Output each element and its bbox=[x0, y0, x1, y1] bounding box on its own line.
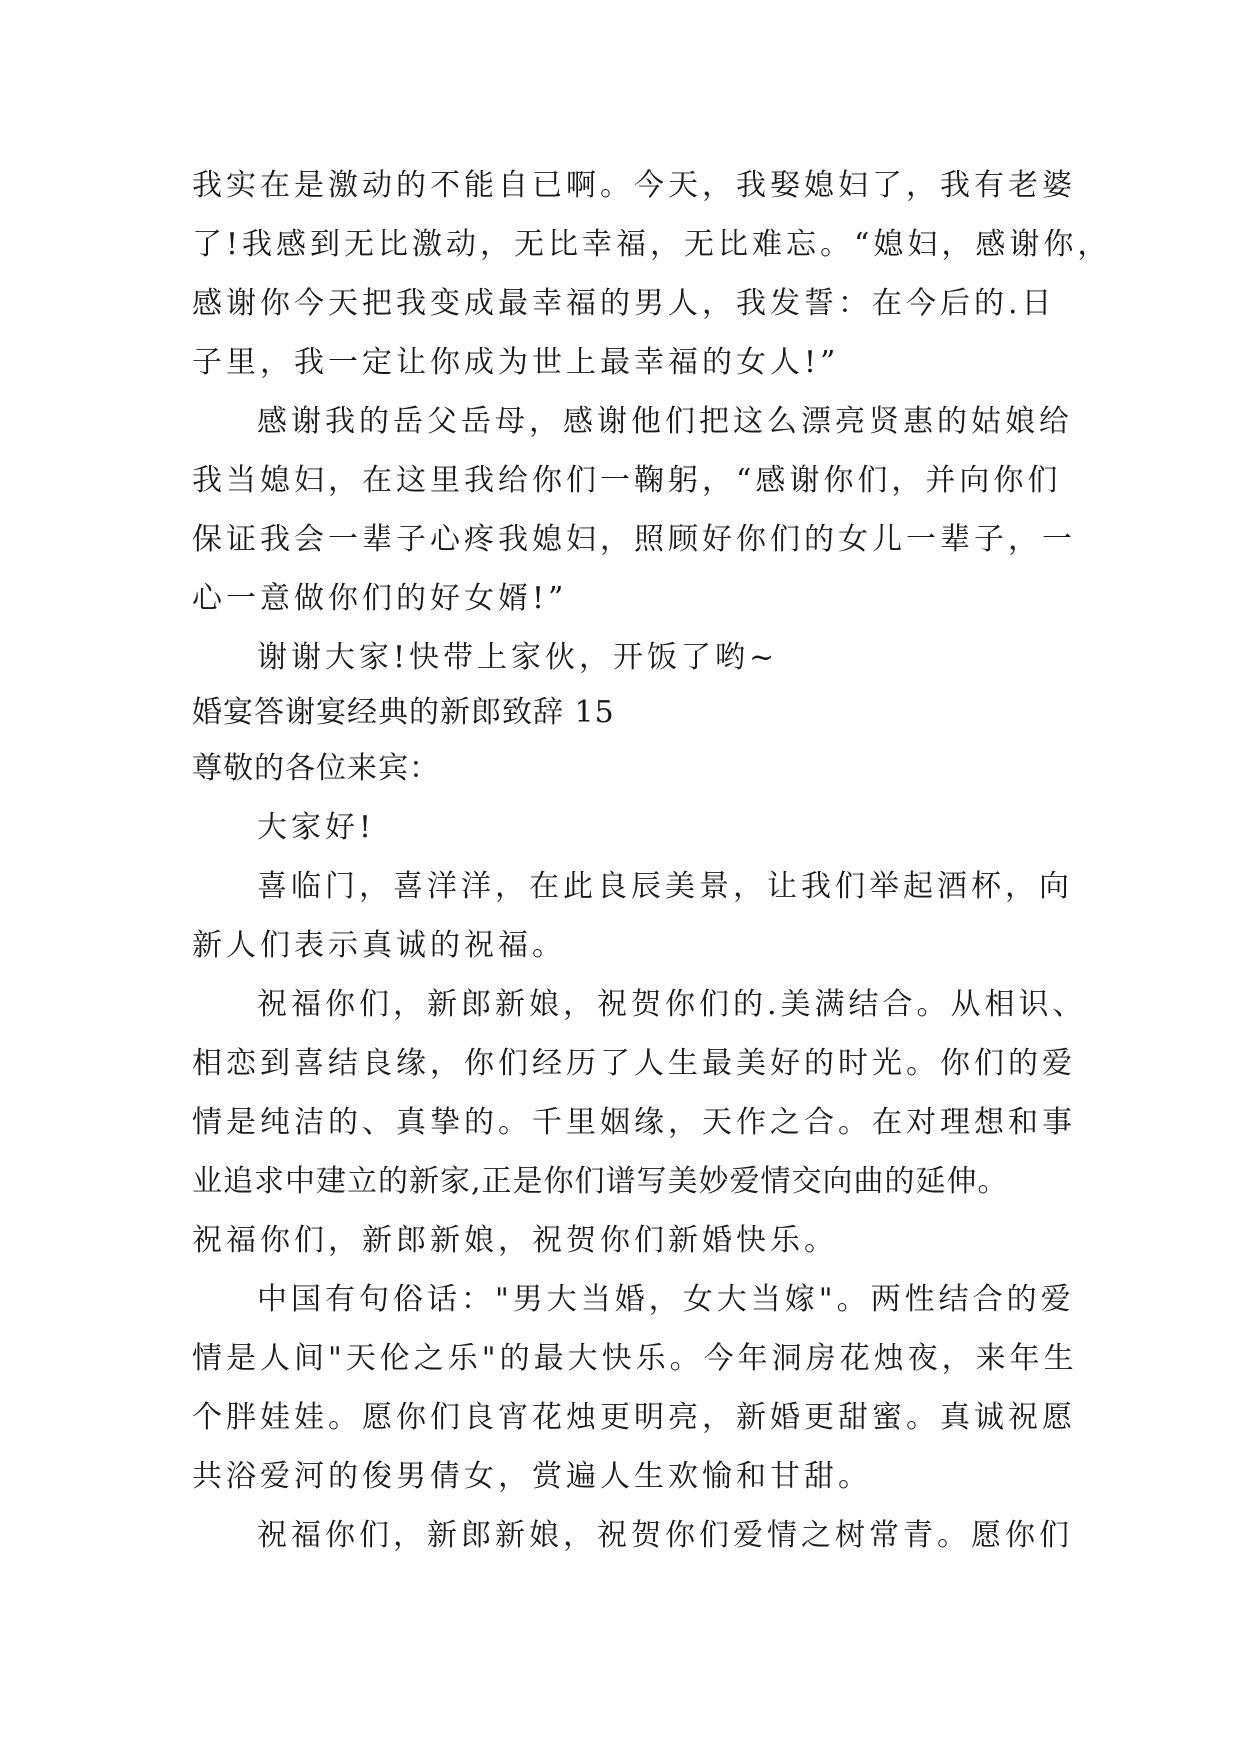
text-line: 大家好! bbox=[257, 810, 376, 845]
text-line: 保证我会一辈子心疼我媳妇，照顾好你们的女儿一辈子，一 bbox=[192, 522, 1076, 557]
text-line: 个胖娃娃。愿你们良宵花烛更明亮，新婚更甜蜜。真诚祝愿 bbox=[192, 1400, 1076, 1435]
text-line: 心一意做你们的好女婿!” bbox=[192, 581, 568, 616]
text-line: 相恋到喜结良缘，你们经历了人生最美好的时光。你们的爱 bbox=[192, 1046, 1076, 1081]
text-line: 我实在是激动的不能自已啊。今天，我娶媳妇了，我有老婆 bbox=[192, 168, 1076, 203]
text-line: 感谢我的岳父岳母，感谢他们把这么漂亮贤惠的姑娘给 bbox=[257, 404, 1073, 439]
text-line: 情是纯洁的、真挚的。千里姻缘，天作之合。在对理想和事 bbox=[192, 1105, 1076, 1140]
text-line: 共浴爱河的俊男倩女，赏遍人生欢愉和甘甜。 bbox=[192, 1459, 872, 1494]
text-line: 祝福你们，新郎新娘，祝贺你们爱情之树常青。愿你们 bbox=[257, 1518, 1073, 1553]
text-line: 谢谢大家!快带上家伙，开饭了哟~ bbox=[257, 640, 779, 675]
text-line: 新人们表示真诚的祝福。 bbox=[192, 928, 566, 963]
salutation: 尊敬的各位来宾： bbox=[192, 751, 440, 786]
text-line: 了!我感到无比激动，无比幸福，无比难忘。“媳妇，感谢你， bbox=[192, 227, 1112, 262]
section-heading: 婚宴答谢宴经典的新郎致辞 15 bbox=[192, 695, 615, 730]
text-line: 我当媳妇，在这里我给你们一鞠躬，“感谢你们，并向你们 bbox=[192, 463, 1062, 498]
text-line: 子里，我一定让你成为世上最幸福的女人!” bbox=[192, 345, 840, 380]
text-line: 喜临门，喜洋洋，在此良辰美景，让我们举起酒杯，向 bbox=[257, 869, 1073, 904]
text-line: 感谢你今天把我变成最幸福的男人，我发誓：在今后的.日 bbox=[192, 286, 1056, 321]
text-line: 祝福你们，新郎新娘，祝贺你们的.美满结合。从相识、 bbox=[257, 987, 1087, 1022]
text-line: 业追求中建立的新家,正是你们谱写美妙爱情交向曲的延伸。 bbox=[192, 1164, 1009, 1199]
text-line: 祝福你们，新郎新娘，祝贺你们新婚快乐。 bbox=[192, 1223, 838, 1258]
text-line: 中国有句俗话："男大当婚，女大当嫁"。两性结合的爱 bbox=[257, 1282, 1075, 1317]
text-line: 情是人间"天伦之乐"的最大快乐。今年洞房花烛夜，来年生 bbox=[192, 1341, 1078, 1376]
